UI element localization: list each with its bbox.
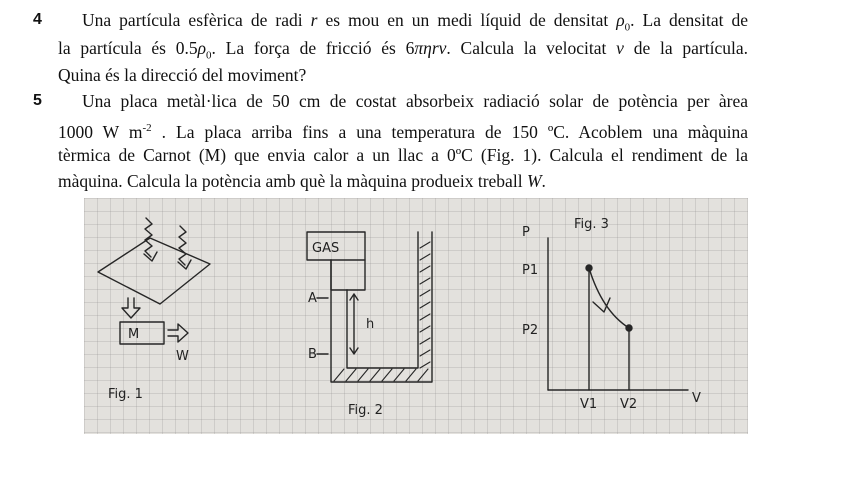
radiation-arrow-left <box>145 218 152 257</box>
neck-right <box>347 260 365 290</box>
v1-label: V1 <box>580 397 598 412</box>
gas-neck <box>331 260 347 290</box>
height-label: h <box>366 317 375 332</box>
question-5-number: 5 <box>33 92 42 109</box>
v2-label: V2 <box>620 397 638 412</box>
work-label: W <box>176 349 189 364</box>
liquid-hatching <box>334 242 430 381</box>
metal-plate <box>98 238 210 304</box>
p1-label: P1 <box>522 263 539 278</box>
question-4-line-3: Quina és la direcció del moviment? <box>58 65 307 85</box>
v-axis-label: V <box>692 391 701 406</box>
height-arrow <box>350 294 358 354</box>
question-4-number: 4 <box>33 11 42 28</box>
question-4-line-2: la partícula és $0.5\rho_0$. La força de fricció és 6πηrv. Calcula la velocitat v de la partícula. <box>58 38 748 62</box>
point-2 <box>626 325 632 331</box>
fig1-caption: Fig. 1 <box>108 387 143 402</box>
left-column <box>331 232 432 382</box>
heat-down-arrow <box>122 298 140 318</box>
figure-1 <box>98 218 210 344</box>
work-right-arrow <box>168 324 188 342</box>
p2-label: P2 <box>522 323 539 338</box>
p-axis-label: P <box>522 225 530 240</box>
point-a-label: A <box>308 291 317 306</box>
figures-drawing <box>84 198 748 434</box>
question-5-line-2: 1000 W $m^{-2}$ . La placa arriba fins a una temperatura de 150 ºC. Acoblem una màquina <box>58 121 748 142</box>
radiation-arrow-right <box>179 226 186 265</box>
figures-photo <box>84 198 748 434</box>
question-4-line-1: Una partícula esfèrica de radi r es mou en un medi líquid de densitat $\rho_0$. La densitat de <box>82 10 749 34</box>
point-1 <box>586 265 592 271</box>
question-5-line-3: tèrmica de Carnot (M) que envia calor a un llac a 0ºC (Fig. 1). Calcula el rendiment de la <box>58 145 748 165</box>
process-arrowhead <box>593 298 610 312</box>
fig2-caption: Fig. 2 <box>348 403 383 418</box>
machine-label: M <box>128 327 140 342</box>
isotherm-curve <box>589 268 629 328</box>
figure-3 <box>548 238 688 390</box>
gas-label: GAS <box>312 241 340 256</box>
machine-box <box>120 322 164 344</box>
fig3-caption: Fig. 3 <box>574 217 609 232</box>
question-5-line-1: Una placa metàl·lica de 50 cm de costat absorbeix radiació solar de potència per àrea <box>82 91 748 111</box>
point-b-label: B <box>308 347 317 362</box>
question-5-line-4: màquina. Calcula la potència amb què la màquina produeix treball W. <box>58 171 546 191</box>
